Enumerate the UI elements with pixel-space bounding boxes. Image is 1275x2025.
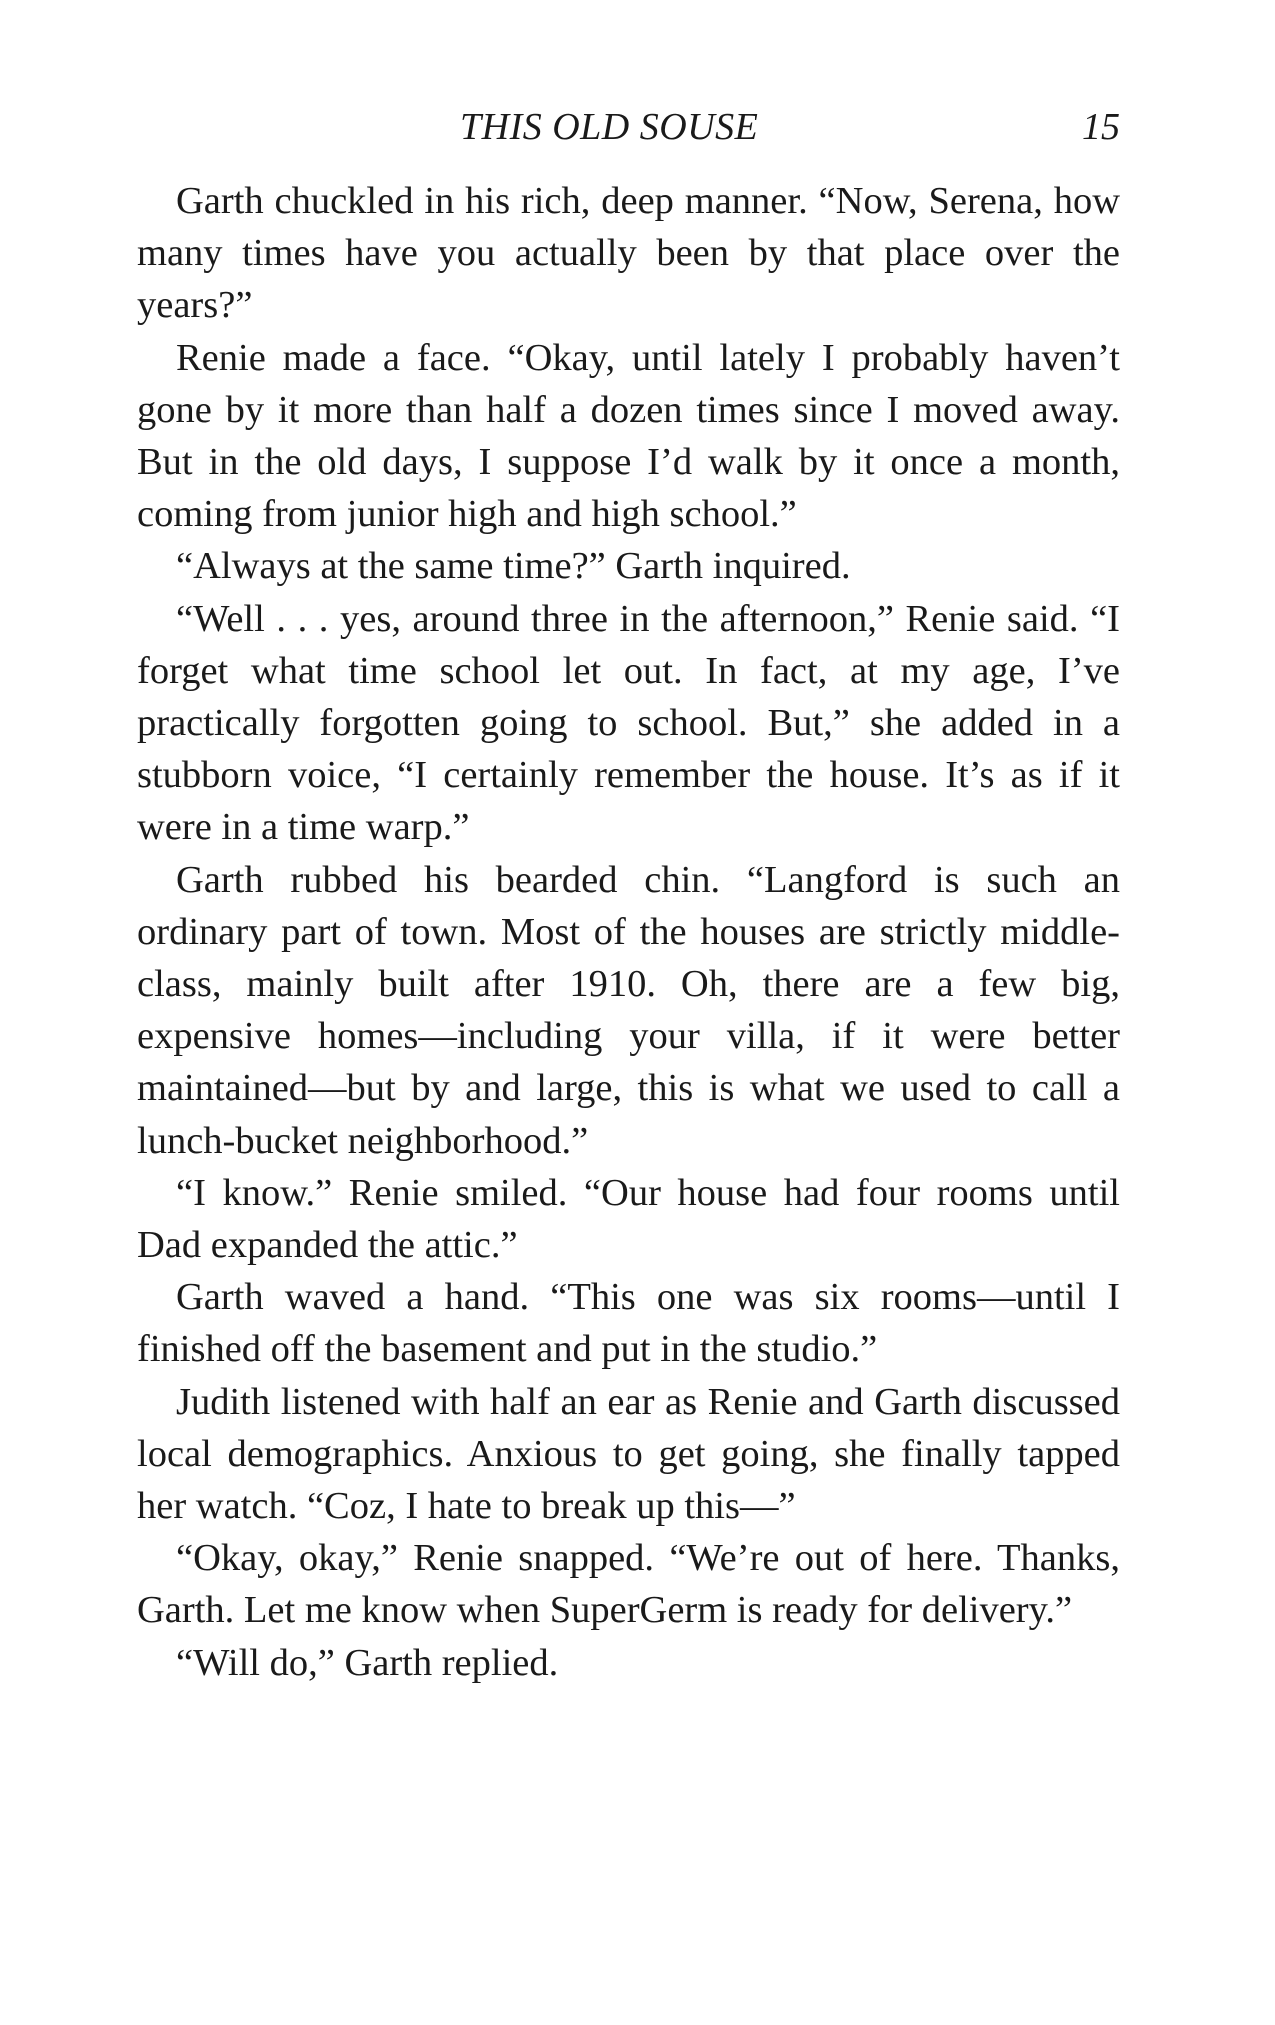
body-text — [137, 175, 1120, 1689]
running-title: THIS OLD SOUSE — [460, 106, 759, 148]
paragraph: “Will do,” Garth replied. — [176, 1641, 559, 1684]
paragraph: “I know.” Renie smiled. “Our house had four rooms until Dad expanded the attic.” — [137, 1171, 1120, 1267]
paragraph: Judith listened with half an ear as Renie and Garth discussed local demographics. Anxious to get going, she finally tapped her watch. “Coz, I hate to break up this—” — [137, 1380, 1120, 1528]
page-number: 15 — [1082, 106, 1120, 148]
paragraph: Garth waved a hand. “This one was six rooms—until I finished off the basement and put in the studio.” — [137, 1276, 1120, 1371]
paragraph: Garth rubbed his bearded chin. “Langford is such an ordinary part of town. Most of the houses are strictly middle-class, mainly built after 1910. Oh, there are a few big, expensive homes—including your villa, if it were better maintained—but by and large, this is what we used to call a lunch-bucket neighborhood.” — [137, 858, 1120, 1162]
paragraph: “Okay, okay,” Renie snapped. “We’re out of here. Thanks, Garth. Let me know when SuperGerm is ready for delivery.” — [137, 1537, 1120, 1632]
running-head — [137, 102, 1120, 152]
paragraph: Garth chuckled in his rich, deep manner. “Now, Serena, how many times have you actually been by that place over the years?” — [137, 180, 1120, 327]
paragraph: “Well . . . yes, around three in the afternoon,” Renie said. “I forget what time school let out. In fact, at my age, I’ve practically forgotten going to school. But,” she added in a stubborn voice, “I certainly remember the house. It’s as if it were in a time warp.” — [137, 597, 1120, 849]
paragraph: Renie made a face. “Okay, until lately I probably haven’t gone by it more than half a dozen times since I moved away. But in the old days, I suppose I’d walk by it once a month, coming from junior high and high school.” — [137, 336, 1120, 536]
paragraph: “Always at the same time?” Garth inquired. — [176, 545, 851, 588]
